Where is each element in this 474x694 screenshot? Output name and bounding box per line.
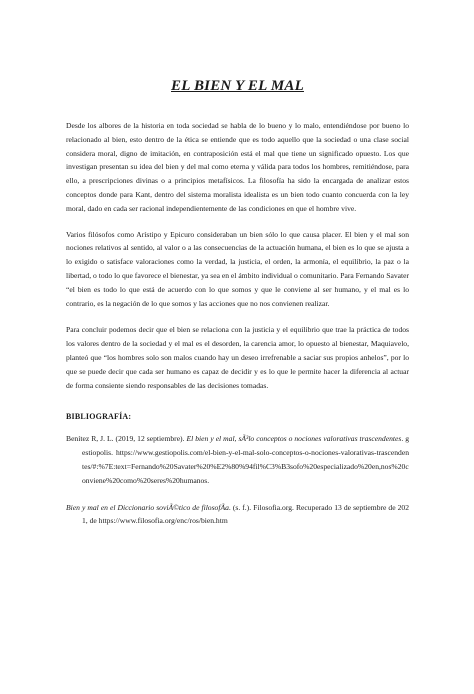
paragraph-philosophers: Varios filósofos como Arístipo y Epicuro consideraban un bien sólo lo que causa placer. El bien y el mal son nociones relativos al sentido, al valor o a las consecuencias de la actuación humana, el bien es lo que se ajusta a lo exigido o satisface valoraciones como la verdad, la justicia, el orden, la armonía, el equilibrio, la paz o la libertad, o todo lo que favorece el bienestar, ya sea en el ámbito individual o comunitario. Para Fernando Savater “el bien es todo lo que está de acuerdo con lo que somos y que le conviene al ser humano, y el mal es lo contrario, es la negación de lo que somos y las acciones que no nos convienen realizar. <box>66 229 409 308</box>
reference-title: El bien y el mal, sÃ³lo conceptos o nociones valorativas trascendentes <box>186 434 402 444</box>
paragraph-intro: Desde los albores de la historia en toda sociedad se habla de lo bueno y lo malo, entendiéndose por bueno lo relacionado al bien, esto dentro de la ética se entiende que es todo aquello que la sociedad o una clase social considera moral, digno de imitación, en contraposición está el mal que tiene un significado opuesto. Los que investigan presentan su idea del bien y del mal como eterna y válida para todos los hombres, remitiéndose, para ello, a prescripciones divinas o a principios metafísicos. La filosofía ha sido la encargada de analizar estos conceptos donde para Kant, dentro del sistema moralista idealista es un bien todo cuanto concuerda con la ley moral, dado en cada ser racional independientemente de las condiciones en que el hombre vive. <box>66 121 409 213</box>
reference-lead: Benítez R, J. L. (2019, 12 septiembre). <box>66 434 187 444</box>
reference-tail: . (s. f.). Filosofia.org. Recuperado 13 de septiembre de 2021, de https://www.filosofia.org/enc/ros/bien.htm <box>82 502 410 526</box>
document-title: EL BIEN Y EL MAL <box>171 78 304 94</box>
reference-diccionario <box>66 501 409 529</box>
reference-benitez <box>66 432 409 487</box>
paragraph-conclusion: Para concluir podemos decir que el bien se relaciona con la justicia y el equilibrio que trae la práctica de todos los valores dentro de la sociedad y el mal es el desorden, la carencia amor, lo opuesto al bienestar, Maquiavelo, planteó que “los hombres solo son malos cuando hay un deseo irrefrenable a saciar sus propios anhelos”, por lo que se puede decir que cada ser humano es capaz de decidir y es lo que le permite hacer la diferencia al actuar de forma consiente siendo responsables de las decisiones tomadas. <box>66 325 409 390</box>
reference-tail: . gestiopolis. https://www.gestiopolis.com/el-bien-y-el-mal-solo-conceptos-o-nociones-valorativas-trascendentes/#:%7E:text=Fernando%20Savater%20%E2%80%94fil%C3%B3sofo%20especializado%20en,nos%20conviene%20como%20seres%20humanos. <box>82 434 410 485</box>
bibliography-heading: BIBLIOGRAFÍA: <box>66 412 132 422</box>
reference-title: Bien y mal en el Diccionario soviÃ©tico de filosofÃa <box>66 502 229 512</box>
